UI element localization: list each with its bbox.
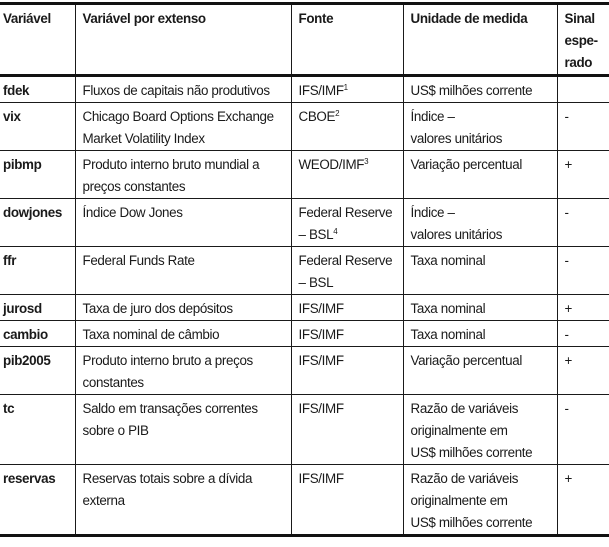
footnote-marker: 3	[364, 157, 369, 166]
fonte-line	[299, 106, 397, 128]
unidade-line	[411, 106, 551, 128]
cell-sinal-esperado: +	[557, 465, 609, 536]
unidade-line	[411, 298, 551, 320]
extenso-line-text: Produto interno bruto a preços	[82, 353, 253, 368]
fonte-line-text: Federal Reserve	[298, 205, 393, 220]
table-row	[0, 465, 609, 536]
unidade-line-text: US$ milhões corrente	[410, 83, 533, 98]
unidade-line	[411, 250, 551, 272]
header-sinal-line: Sinal	[564, 11, 595, 26]
table-row	[0, 76, 609, 103]
extenso-line-text: Taxa nominal de câmbio	[82, 327, 220, 342]
cell-variavel-por-extenso	[75, 321, 291, 347]
header-variavel-por-extenso: Variável por extenso	[75, 4, 291, 76]
cell-variavel-por-extenso	[75, 347, 291, 395]
cell-variavel-por-extenso	[75, 199, 291, 247]
extenso-line	[83, 202, 285, 224]
cell-sinal-esperado: -	[557, 321, 609, 347]
table-row	[0, 247, 609, 295]
unidade-line	[411, 468, 551, 490]
fonte-line	[299, 324, 397, 346]
table-row	[0, 151, 609, 199]
header-unidade-de-medida: Unidade de medida	[403, 4, 557, 76]
extenso-line	[83, 490, 285, 512]
cell-variavel: pibmp	[0, 151, 75, 199]
cell-unidade-de-medida	[403, 295, 557, 321]
unidade-line-text: Variação percentual	[410, 157, 522, 172]
cell-fonte	[291, 247, 403, 295]
header-sinal-line: espe-	[564, 33, 598, 48]
extenso-line	[83, 128, 285, 150]
cell-fonte	[291, 321, 403, 347]
fonte-line	[299, 398, 397, 420]
cell-variavel: tc	[0, 395, 75, 465]
table-row	[0, 103, 609, 151]
cell-unidade-de-medida	[403, 321, 557, 347]
table-row	[0, 347, 609, 395]
fonte-line-text: CBOE	[298, 109, 336, 124]
extenso-line-text: Chicago Board Options Exchange	[82, 109, 274, 124]
unidade-line	[411, 512, 551, 534]
extenso-line	[83, 154, 285, 176]
header-variavel: Variável	[0, 4, 75, 76]
unidade-line	[411, 224, 551, 246]
fonte-line	[299, 272, 397, 294]
unidade-line-text: Variação percentual	[410, 353, 522, 368]
fonte-line	[299, 202, 397, 224]
table-row	[0, 199, 609, 247]
unidade-line	[411, 442, 551, 464]
header-sinal-line: rado	[564, 55, 593, 70]
unidade-line-text: Razão de variáveis	[410, 401, 519, 416]
cell-fonte	[291, 76, 403, 103]
cell-variavel: ffr	[0, 247, 75, 295]
cell-sinal-esperado: +	[557, 151, 609, 199]
table-row	[0, 321, 609, 347]
cell-variavel: reservas	[0, 465, 75, 536]
fonte-line	[299, 80, 397, 102]
extenso-line-text: Índice Dow Jones	[82, 205, 183, 220]
unidade-line-text: Índice –	[410, 109, 455, 124]
unidade-line	[411, 490, 551, 512]
cell-unidade-de-medida	[403, 465, 557, 536]
fonte-line-text: IFS/IMF	[298, 301, 344, 316]
cell-fonte	[291, 295, 403, 321]
cell-variavel: fdek	[0, 76, 75, 103]
extenso-line-text: Market Volatility Index	[82, 131, 205, 146]
extenso-line	[83, 80, 285, 102]
unidade-line	[411, 202, 551, 224]
fonte-line	[299, 298, 397, 320]
header-row	[0, 4, 609, 76]
extenso-line-text: Saldo em transações correntes	[82, 401, 258, 416]
cell-unidade-de-medida	[403, 199, 557, 247]
cell-fonte	[291, 347, 403, 395]
cell-variavel: cambio	[0, 321, 75, 347]
fonte-line	[299, 350, 397, 372]
cell-sinal-esperado	[557, 76, 609, 103]
unidade-line-text: Índice –	[410, 205, 455, 220]
unidade-line-text: originalmente em	[410, 493, 508, 508]
unidade-line-text: valores unitários	[410, 131, 503, 146]
fonte-line	[299, 250, 397, 272]
unidade-line	[411, 80, 551, 102]
cell-variavel-por-extenso	[75, 295, 291, 321]
fonte-line-text: IFS/IMF	[298, 353, 344, 368]
cell-unidade-de-medida	[403, 247, 557, 295]
cell-sinal-esperado: -	[557, 199, 609, 247]
unidade-line-text: valores unitários	[410, 227, 503, 242]
cell-variavel-por-extenso	[75, 395, 291, 465]
fonte-line-text: IFS/IMF	[298, 471, 344, 486]
table-row	[0, 395, 609, 465]
cell-unidade-de-medida	[403, 76, 557, 103]
cell-variavel-por-extenso	[75, 151, 291, 199]
cell-unidade-de-medida	[403, 151, 557, 199]
fonte-line-text: IFS/IMF	[298, 83, 344, 98]
extenso-line-text: externa	[82, 493, 125, 508]
cell-variavel-por-extenso	[75, 103, 291, 151]
extenso-line-text: Fluxos de capitais não produtivos	[82, 83, 270, 98]
unidade-line	[411, 154, 551, 176]
fonte-line-text: WEOD/IMF	[298, 157, 365, 172]
cell-sinal-esperado: -	[557, 247, 609, 295]
cell-fonte	[291, 395, 403, 465]
unidade-line-text: originalmente em	[410, 423, 508, 438]
cell-fonte	[291, 151, 403, 199]
fonte-line-text: Federal Reserve	[298, 253, 393, 268]
cell-variavel: pib2005	[0, 347, 75, 395]
extenso-line	[83, 250, 285, 272]
extenso-line-text: Federal Funds Rate	[82, 253, 195, 268]
cell-unidade-de-medida	[403, 103, 557, 151]
extenso-line	[83, 298, 285, 320]
variables-table	[0, 2, 609, 537]
extenso-line-text: sobre o PIB	[82, 423, 149, 438]
extenso-line	[83, 176, 285, 198]
unidade-line-text: Taxa nominal	[410, 253, 486, 268]
cell-sinal-esperado: -	[557, 395, 609, 465]
extenso-line-text: Reservas totais sobre a dívida	[82, 471, 253, 486]
extenso-line-text: constantes	[82, 375, 144, 390]
unidade-line-text: US$ milhões corrente	[410, 445, 533, 460]
extenso-line-text: Produto interno bruto mundial a	[82, 157, 260, 172]
unidade-line-text: Taxa nominal	[410, 327, 486, 342]
extenso-line	[83, 398, 285, 420]
cell-variavel: vix	[0, 103, 75, 151]
cell-variavel-por-extenso	[75, 76, 291, 103]
unidade-line	[411, 324, 551, 346]
extenso-line	[83, 324, 285, 346]
cell-sinal-esperado: +	[557, 295, 609, 321]
extenso-line	[83, 350, 285, 372]
cell-variavel: jurosd	[0, 295, 75, 321]
header-fonte: Fonte	[291, 4, 403, 76]
cell-fonte	[291, 103, 403, 151]
extenso-line	[83, 420, 285, 442]
unidade-line-text: Taxa nominal	[410, 301, 486, 316]
unidade-line	[411, 420, 551, 442]
unidade-line	[411, 350, 551, 372]
extenso-line	[83, 372, 285, 394]
fonte-line	[299, 468, 397, 490]
table-row	[0, 295, 609, 321]
extenso-line-text: Taxa de juro dos depósitos	[82, 301, 233, 316]
cell-sinal-esperado: -	[557, 103, 609, 151]
cell-fonte	[291, 199, 403, 247]
cell-variavel: dowjones	[0, 199, 75, 247]
cell-unidade-de-medida	[403, 395, 557, 465]
fonte-line-text: IFS/IMF	[298, 327, 344, 342]
extenso-line-text: preços constantes	[82, 179, 186, 194]
extenso-line	[83, 106, 285, 128]
fonte-line	[299, 224, 397, 246]
cell-variavel-por-extenso	[75, 465, 291, 536]
fonte-line-text: IFS/IMF	[298, 401, 344, 416]
fonte-line-text: – BSL	[298, 227, 334, 242]
unidade-line-text: US$ milhões corrente	[410, 515, 533, 530]
cell-fonte	[291, 465, 403, 536]
header-sinal-esperado	[557, 4, 609, 76]
cell-sinal-esperado: +	[557, 347, 609, 395]
fonte-line-text: – BSL	[298, 275, 334, 290]
fonte-line	[299, 154, 397, 176]
cell-variavel-por-extenso	[75, 247, 291, 295]
cell-unidade-de-medida	[403, 347, 557, 395]
footnote-marker: 4	[333, 227, 338, 236]
unidade-line	[411, 398, 551, 420]
extenso-line	[83, 468, 285, 490]
footnote-marker: 1	[343, 83, 349, 92]
unidade-line	[411, 128, 551, 150]
unidade-line-text: Razão de variáveis	[410, 471, 519, 486]
footnote-marker: 2	[335, 109, 340, 118]
